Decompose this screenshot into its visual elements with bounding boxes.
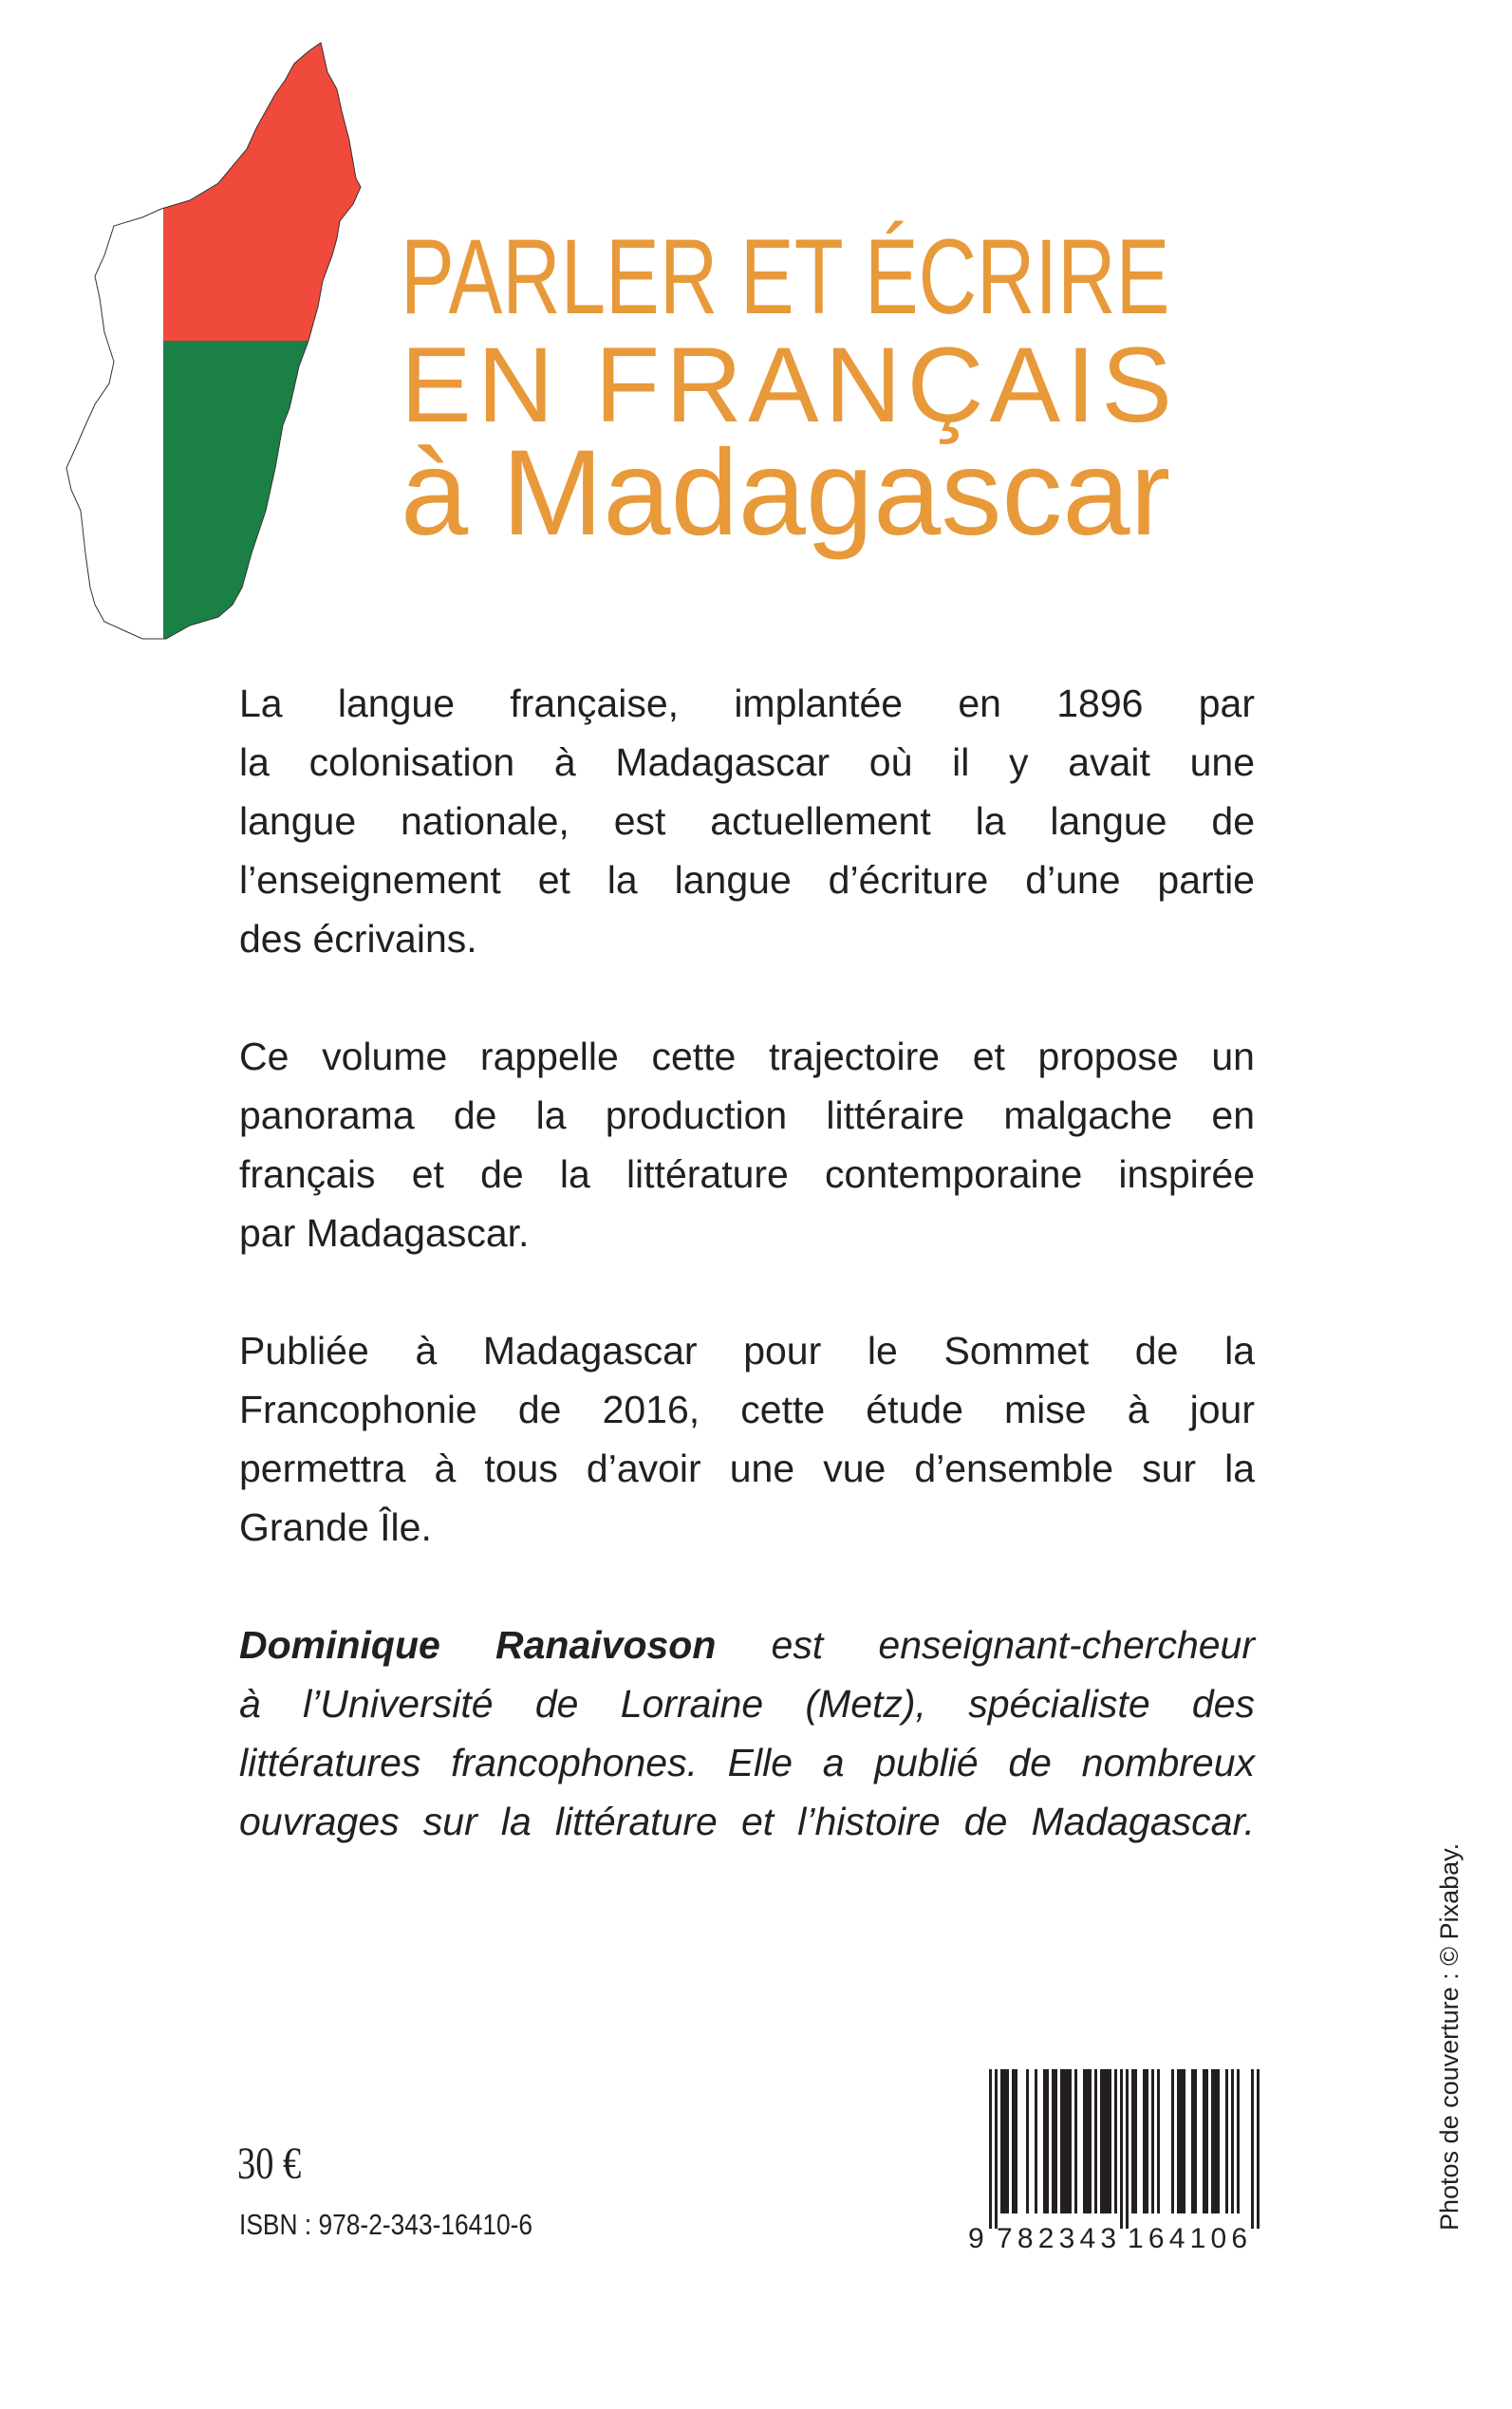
barcode-bar: [1063, 2069, 1066, 2213]
title-line-1: PARLER ET ÉCRIRE: [401, 217, 1170, 336]
title-line-3: à Madagascar: [401, 425, 1171, 561]
barcode-bar: [1046, 2069, 1049, 2213]
text-line: Ce volume rappelle cette trajectoire et propose un: [239, 1035, 1255, 1078]
barcode-bar: [1066, 2069, 1069, 2213]
flag-green-stripe: [163, 341, 399, 664]
barcode-bar: [1177, 2069, 1180, 2213]
barcode-bar: [1157, 2069, 1160, 2213]
barcode-bar: [1000, 2069, 1003, 2213]
flag-white-stripe: [0, 0, 163, 664]
author-name: Dominique Ranaivoson: [239, 1623, 717, 1667]
barcode-bar: [1003, 2069, 1006, 2213]
barcode-bar: [1060, 2069, 1063, 2213]
barcode-bar: [1214, 2069, 1217, 2213]
paragraph-2: [239, 1027, 1255, 1262]
barcode-bar: [1083, 2069, 1086, 2213]
isbn: ISBN : 978-2-343-16410-6: [239, 2208, 533, 2241]
paragraph-1: [239, 674, 1255, 968]
barcode-bar: [1151, 2069, 1154, 2213]
barcode-bar: [1103, 2069, 1106, 2213]
barcode-bar: [1134, 2069, 1137, 2213]
text-line: Publiée à Madagascar pour le Sommet de la: [239, 1329, 1255, 1373]
text-line: Francophonie de 2016, cette étude mise à jour: [239, 1388, 1255, 1431]
barcode-bar: [1191, 2069, 1194, 2213]
barcode-bar: [1026, 2069, 1029, 2213]
barcode-bar: [1012, 2069, 1015, 2213]
barcode-bar: [1035, 2069, 1037, 2213]
blurb: [239, 674, 1255, 1851]
barcode-bar: [1194, 2069, 1197, 2213]
barcode-bar: [1211, 2069, 1214, 2213]
text-line: la colonisation à Madagascar où il y avait une: [239, 740, 1255, 784]
flag-red-stripe: [163, 0, 399, 341]
barcode-bar: [1074, 2069, 1077, 2213]
barcode-bar: [1086, 2069, 1089, 2213]
price: 30 €: [237, 2138, 302, 2189]
barcode-bar: [1100, 2069, 1103, 2213]
barcode-bar: [1114, 2069, 1117, 2213]
barcode-bar: [1231, 2069, 1234, 2213]
barcode-bar: [1106, 2069, 1109, 2213]
barcode-bar: [1052, 2069, 1055, 2213]
text-line: Grande Île.: [239, 1505, 432, 1549]
text-line: français et de la littérature contemporaine inspirée: [239, 1152, 1255, 1196]
text-span: est enseignant-chercheur: [716, 1623, 1256, 1667]
text-line: littératures francophones. Elle a publié de nombreux: [239, 1741, 1255, 1784]
barcode-bar: [989, 2069, 992, 2229]
barcode-bar: [1069, 2069, 1072, 2213]
barcode-bar: [1094, 2069, 1097, 2213]
barcode-bar: [1131, 2069, 1134, 2213]
barcode-bar: [1205, 2069, 1208, 2213]
barcode-bar: [1126, 2069, 1129, 2229]
barcode-bar: [1109, 2069, 1111, 2213]
paragraph-3: [239, 1321, 1255, 1557]
barcode: [968, 2069, 1262, 2250]
barcode-right-digits: 164106: [1128, 2223, 1247, 2250]
barcode-bar: [1043, 2069, 1046, 2213]
barcode-bar: [1237, 2069, 1240, 2213]
barcode-bar: [1180, 2069, 1183, 2213]
barcode-bar: [995, 2069, 998, 2229]
barcode-bar: [1120, 2069, 1123, 2229]
photo-credit: Photos de couverture : © Pixabay.: [1435, 1842, 1464, 2231]
barcode-bar: [1015, 2069, 1017, 2213]
barcode-bar: [1251, 2069, 1254, 2229]
author-bio: [239, 1615, 1255, 1851]
barcode-bar: [1257, 2069, 1260, 2229]
text-line: ouvrages sur la littérature et l’histoire de Madagascar.: [239, 1800, 1255, 1843]
barcode-bar: [1006, 2069, 1009, 2213]
text-line: par Madagascar.: [239, 1211, 530, 1255]
text-line: [239, 1615, 1255, 1674]
title-line-2: EN FRANÇAIS: [401, 326, 1178, 444]
barcode-bar: [1217, 2069, 1220, 2213]
barcode-bar: [1171, 2069, 1174, 2213]
text-line: à l’Université de Lorraine (Metz), spécialiste des: [239, 1682, 1255, 1726]
madagascar-flag-map-icon: [0, 0, 399, 664]
barcode-bar: [1183, 2069, 1185, 2213]
text-line: des écrivains.: [239, 917, 477, 961]
barcode-bar: [1143, 2069, 1146, 2213]
text-line: permettra à tous d’avoir une vue d’ensemble sur la: [239, 1447, 1255, 1490]
text-line: langue nationale, est actuellement la langue de: [239, 799, 1255, 843]
barcode-bar: [1146, 2069, 1148, 2213]
barcode-bar: [1225, 2069, 1228, 2213]
barcode-first-digit: 9: [968, 2223, 984, 2250]
barcode-left-digits: 782343: [997, 2223, 1116, 2250]
barcode-bar: [1203, 2069, 1205, 2213]
text-line: l’enseignement et la langue d’écriture d’une partie: [239, 858, 1255, 902]
barcode-bar: [1055, 2069, 1057, 2213]
barcode-bar: [1089, 2069, 1092, 2213]
text-line: panorama de la production littéraire malgache en: [239, 1093, 1255, 1137]
text-line: La langue française, implantée en 1896 par: [239, 682, 1255, 725]
